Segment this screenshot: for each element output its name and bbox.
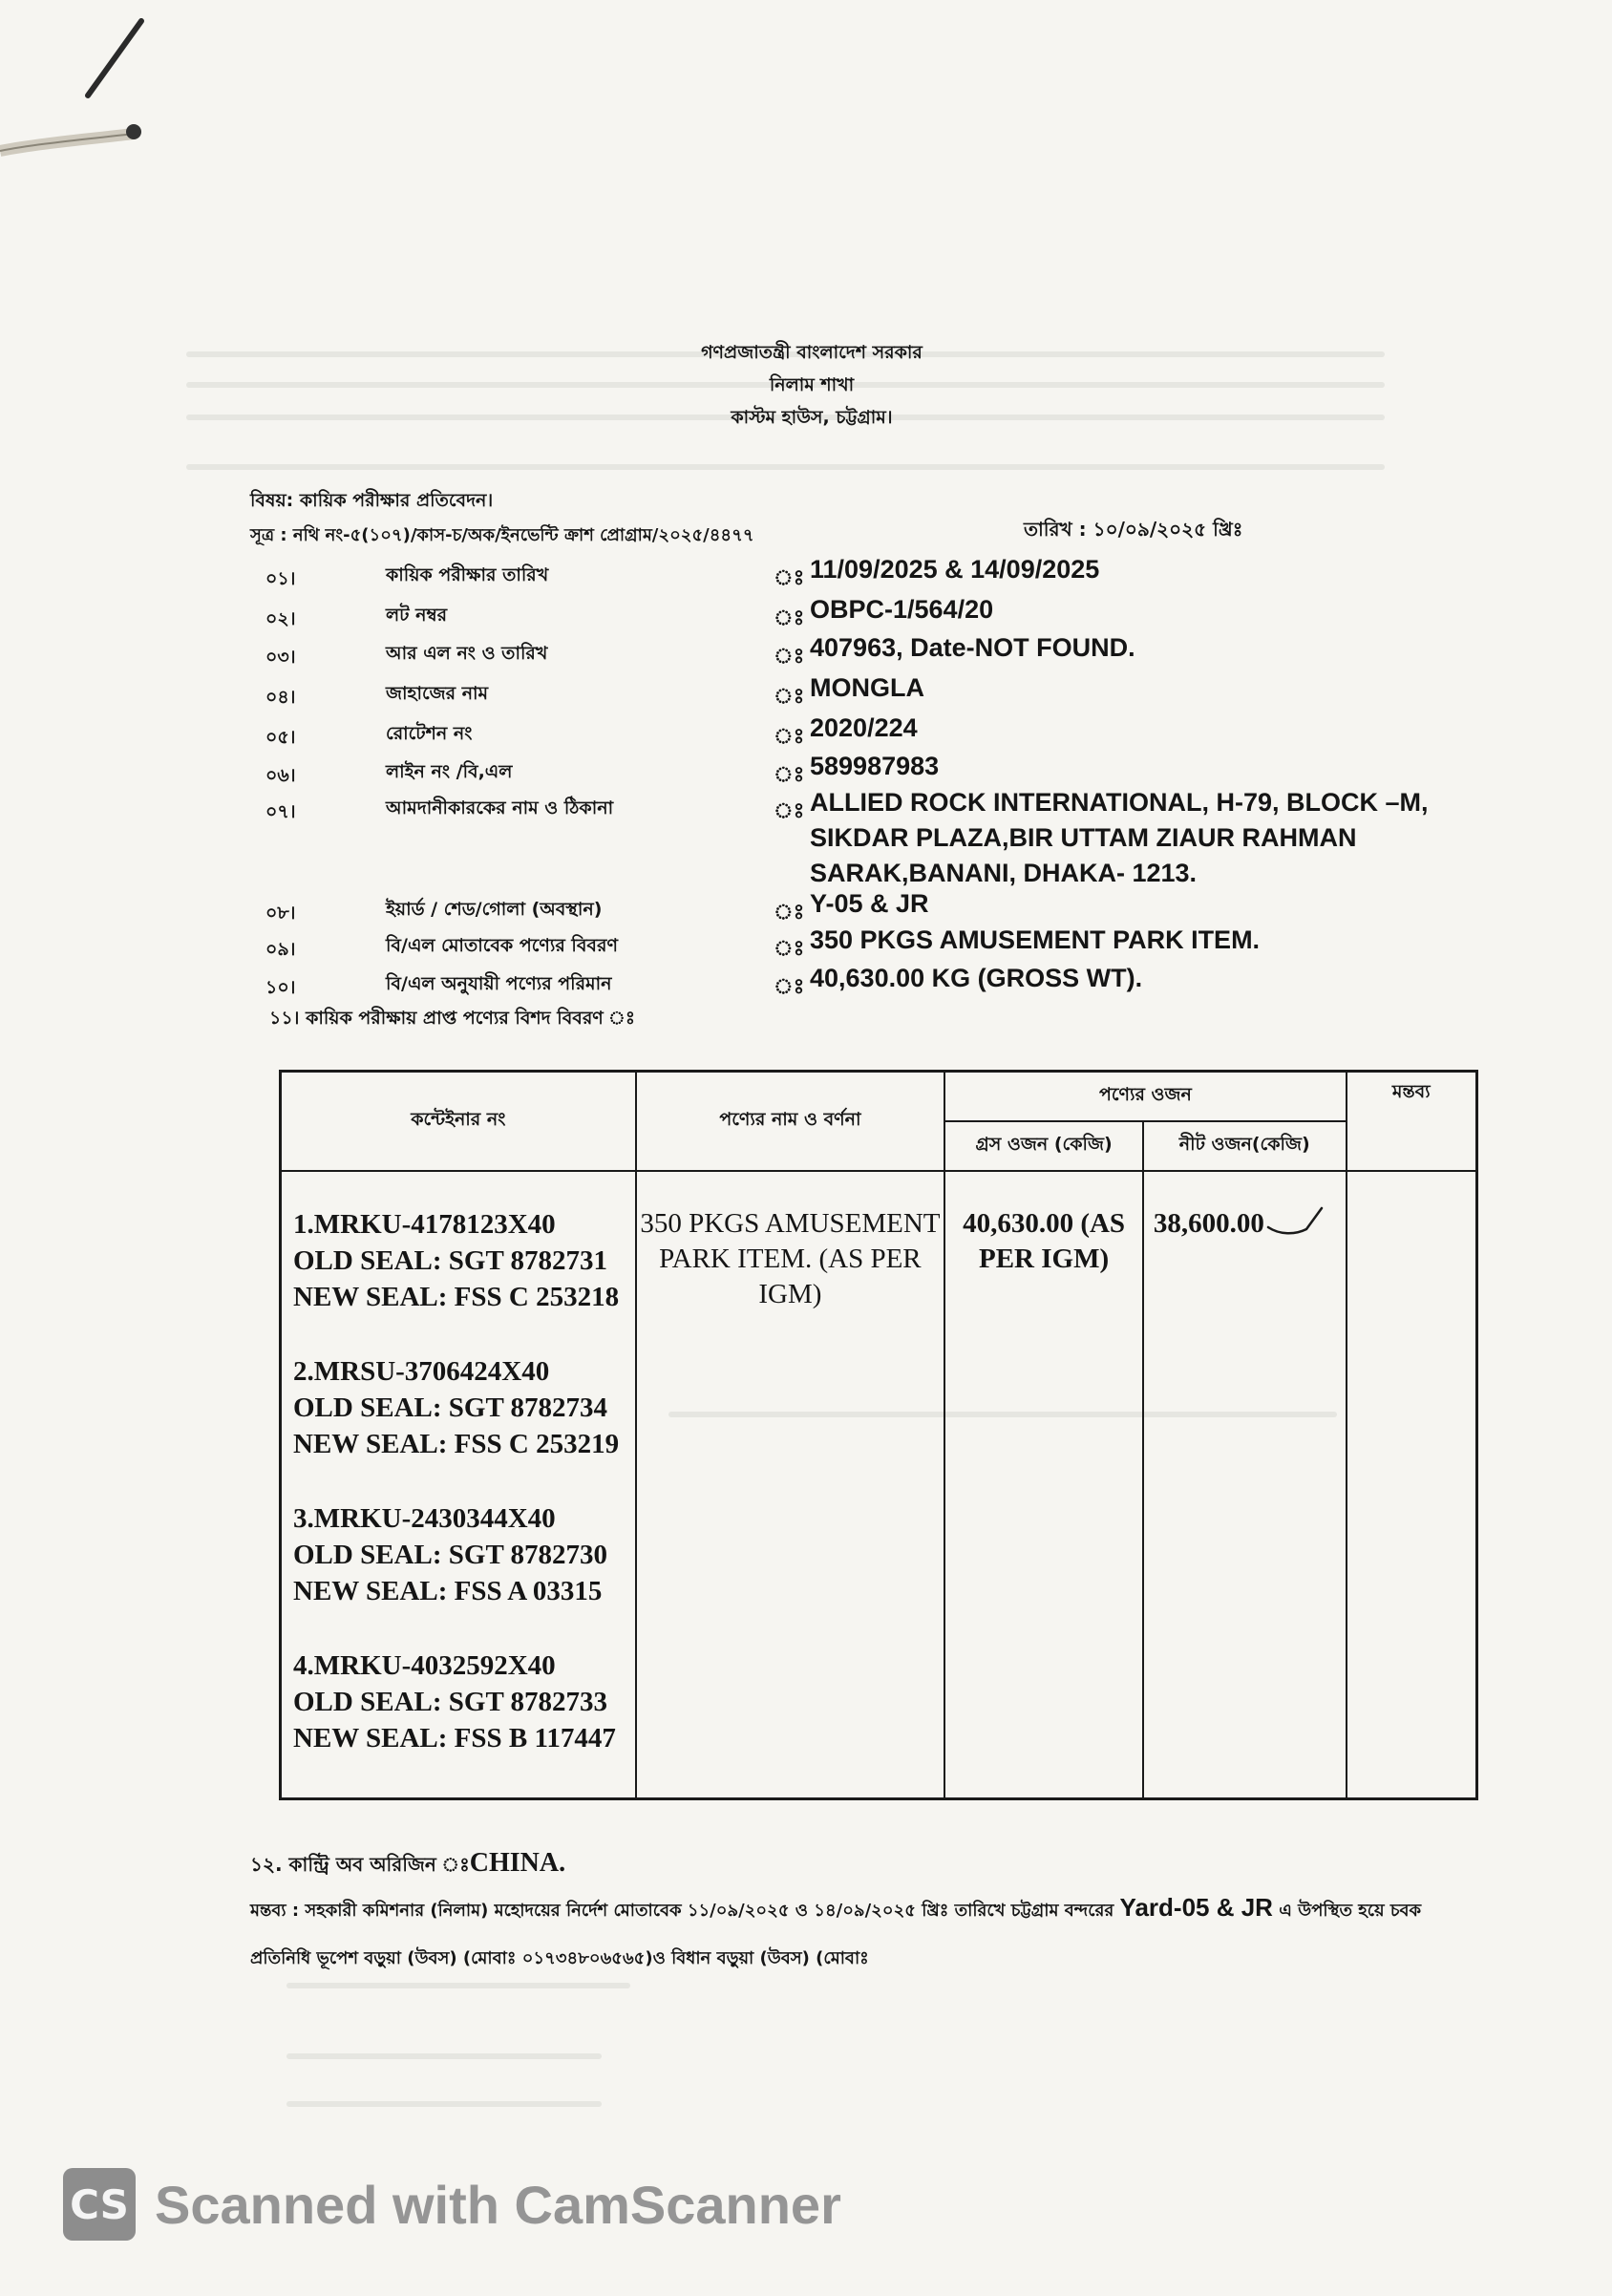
item-label: আমদানীকারকের নাম ও ঠিকানা: [386, 797, 614, 818]
item-number: ০২।: [265, 608, 296, 629]
gross-weight-header: গ্রস ওজন (কেজি): [944, 1121, 1143, 1171]
document-header: [611, 336, 1012, 434]
weight-header: পণ্যের ওজন: [944, 1072, 1346, 1122]
item-colon: ঃ: [774, 606, 805, 630]
item-value: 589987983: [810, 752, 940, 780]
old-seal: OLD SEAL: SGT 8782734: [293, 1392, 608, 1423]
item-label: জাহাজের নাম: [386, 683, 489, 704]
item-number: ০১।: [265, 568, 296, 589]
item-colon: ঃ: [774, 799, 805, 823]
item-number: ০৬।: [265, 765, 296, 786]
item-value: OBPC-1/564/20: [810, 595, 994, 624]
table-header-row: [281, 1072, 1477, 1122]
container-block: [293, 1206, 626, 1315]
item-label: কায়িক পরীক্ষার তারিখ: [386, 564, 549, 585]
item-label: লট নম্বর: [386, 605, 448, 626]
item-colon: ঃ: [774, 566, 805, 590]
item-colon: ঃ: [774, 763, 805, 787]
gross-weight-value: 40,630.00 (AS PER IGM): [944, 1171, 1143, 1799]
container-number: 4.MRKU-4032592X40: [293, 1650, 556, 1681]
show-through-line: [186, 464, 1385, 470]
item-number: ০৫।: [265, 727, 296, 748]
tick-mark-icon: [1266, 1206, 1333, 1244]
staple-mark: [0, 0, 162, 181]
section-title: নিলাম শাখা: [769, 374, 855, 395]
remarks-header: মন্তব্য: [1347, 1072, 1477, 1172]
country-of-origin: [250, 1848, 565, 1882]
old-seal: OLD SEAL: SGT 8782731: [293, 1245, 608, 1276]
item-label: বি/এল অনুযায়ী পণ্যের পরিমান: [386, 973, 612, 994]
old-seal: OLD SEAL: SGT 8782730: [293, 1540, 608, 1570]
show-through-line: [286, 1983, 630, 1988]
origin-label: ১২. কান্ট্রি অব অরিজিন ঃ: [250, 1853, 470, 1876]
remark-paragraph: [250, 1883, 1463, 1983]
item-colon: ঃ: [774, 937, 805, 961]
new-seal: NEW SEAL: FSS A 03315: [293, 1576, 603, 1606]
item-colon: ঃ: [774, 645, 805, 669]
subject-line: বিষয়: কায়িক পরীক্ষার প্রতিবেদন।: [250, 490, 494, 511]
document-date: তারিখ : ১০/০৯/২০২৫ খ্রিঃ: [1024, 518, 1243, 541]
container-number: 1.MRKU-4178123X40: [293, 1209, 556, 1240]
origin-value: CHINA.: [469, 1848, 566, 1878]
item-label: ইয়ার্ড / শেড/গোলা (অবস্থান): [386, 899, 603, 920]
item-11-heading: ১১। কায়িক পরীক্ষায় প্রাপ্ত পণ্যের বিশদ বিবরণ ঃ: [269, 1008, 635, 1029]
item-number: ০৮।: [265, 903, 296, 924]
item-colon: ঃ: [774, 685, 805, 709]
item-colon: ঃ: [774, 901, 805, 925]
item-number: ০৭।: [265, 801, 296, 822]
show-through-line: [286, 2101, 602, 2107]
item-value: 11/09/2025 & 14/09/2025: [810, 555, 1100, 584]
net-weight-cell: [1143, 1171, 1347, 1799]
item-number: ০৩।: [265, 647, 296, 668]
item-value: 407963, Date-NOT FOUND.: [810, 633, 1135, 662]
item-number: ০৯।: [265, 939, 296, 960]
item-value: 350 PKGS AMUSEMENT PARK ITEM.: [810, 925, 1261, 954]
camscanner-logo-icon: CS: [63, 2168, 136, 2241]
remark-yard: Yard-05 & JR: [1119, 1893, 1273, 1922]
net-weight-header: নীট ওজন(কেজি): [1143, 1121, 1347, 1171]
new-seal: NEW SEAL: FSS C 253218: [293, 1282, 620, 1312]
item-value: 40,630.00 KG (GROSS WT).: [810, 964, 1143, 992]
item-value: MONGLA: [810, 673, 924, 702]
item-value: Y-05 & JR: [810, 889, 929, 918]
container-block: [293, 1500, 626, 1609]
reference-line: সূত্র : নথি নং-৫(১০৭)/কাস-চ/অক/ইনভেন্টি ক্রাশ প্রোগ্রাম/২০২৫/৪৪৭৭: [250, 525, 754, 545]
govt-title: গণপ্রজাতন্ত্রী বাংলাদেশ সরকার: [701, 342, 923, 363]
goods-header: পণ্যের নাম ও বর্ণনা: [636, 1072, 945, 1172]
item-colon: ঃ: [774, 725, 805, 749]
item-label: আর এল নং ও তারিখ: [386, 643, 548, 664]
goods-description: 350 PKGS AMUSEMENT PARK ITEM. (AS PER IGM): [636, 1171, 945, 1799]
container-block: [293, 1648, 626, 1756]
show-through-line: [286, 2053, 602, 2059]
remarks-cell: [1347, 1171, 1477, 1799]
container-number: 2.MRSU-3706424X40: [293, 1356, 550, 1387]
item-label: রোটেশন নং: [386, 723, 473, 744]
goods-detail-table: [279, 1070, 1478, 1800]
watermark-text: Scanned with CamScanner: [155, 2174, 841, 2235]
remark-tail: এ উপস্থিত হয়ে চবক প্রতিনিধি ভূপেশ বড়ুয়া (উবস) (মোবাঃ ০১৭৩৪৮০৬৫৬৫)ও বিধান বড়ুয়া (উবস) (মোবাঃ: [250, 1901, 1422, 1968]
container-list: [281, 1171, 636, 1799]
item-value: 2020/224: [810, 713, 918, 742]
net-weight-value: 38,600.00: [1153, 1208, 1264, 1239]
remark-lead: মন্তব্য : সহকারী কমিশনার (নিলাম) মহোদয়ের নির্দেশ মোতাবেক ১১/০৯/২০২৫ ও ১৪/০৯/২০২৫ খ্রিঃ তারিখে চট্টগ্রাম বন্দরের: [250, 1901, 1114, 1921]
item-number: ০৪।: [265, 687, 296, 708]
container-header: কন্টেইনার নং: [281, 1072, 636, 1172]
container-number: 3.MRKU-2430344X40: [293, 1503, 556, 1534]
item-label: বি/এল মোতাবেক পণ্যের বিবরণ: [386, 935, 618, 956]
item-colon: ঃ: [774, 975, 805, 999]
item-number: ১০।: [265, 977, 296, 998]
new-seal: NEW SEAL: FSS C 253219: [293, 1429, 620, 1459]
office-address: কাস্টম হাউস, চট্টগ্রাম।: [731, 407, 893, 428]
item-label: লাইন নং /বি,এল: [386, 761, 513, 782]
camscanner-watermark: [63, 2166, 841, 2243]
new-seal: NEW SEAL: FSS B 117447: [293, 1723, 616, 1754]
old-seal: OLD SEAL: SGT 8782733: [293, 1687, 608, 1717]
table-row: [281, 1171, 1477, 1799]
container-block: [293, 1353, 626, 1462]
item-value: ALLIED ROCK INTERNATIONAL, H-79, BLOCK –M, SIKDAR PLAZA,BIR UTTAM ZIAUR RAHMAN SARAK,BANANI, DHAKA- 1213.: [810, 788, 1429, 887]
